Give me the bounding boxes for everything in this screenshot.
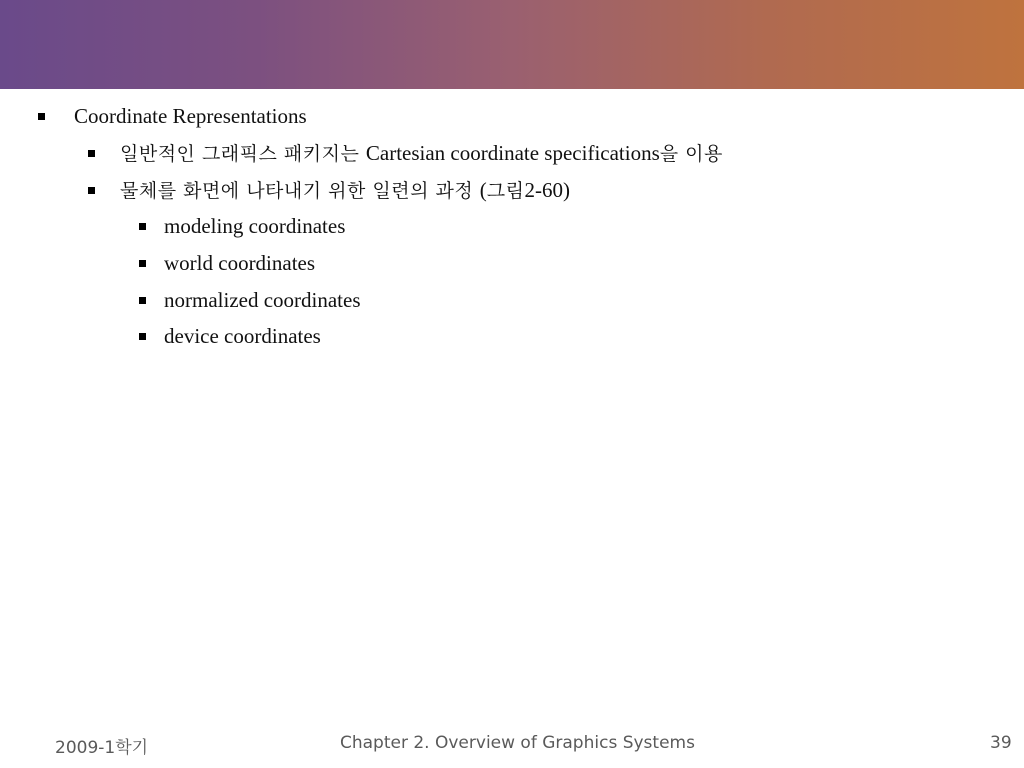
bullet-text-segment: 그림 <box>486 180 525 202</box>
bullet-item <box>139 251 315 275</box>
bullet-text <box>164 288 361 312</box>
footer-term-label: 2009-1학기 <box>55 738 149 758</box>
bullet-text-segment: 물체를 화면에 나타내기 위한 일련의 과정 <box>120 180 480 202</box>
header-band <box>0 0 1024 89</box>
bullet-item <box>139 324 321 348</box>
bullet-text-segment: modeling coordinates <box>164 214 346 238</box>
bullet-text <box>164 251 315 275</box>
square-bullet-icon <box>38 113 45 120</box>
bullet-text-segment: 을 이용 <box>659 143 723 165</box>
bullet-text <box>120 141 723 166</box>
square-bullet-icon <box>139 333 146 340</box>
bullet-item <box>88 178 570 203</box>
square-bullet-icon <box>139 297 146 304</box>
bullet-item <box>139 288 361 312</box>
bullet-text-segment: normalized coordinates <box>164 288 361 312</box>
bullet-item <box>139 214 345 238</box>
square-bullet-icon <box>139 223 146 230</box>
bullet-text <box>164 214 345 238</box>
bullet-text-segment: 일반적인 그래픽스 패키지는 <box>120 143 366 165</box>
bullet-item <box>88 141 723 166</box>
bullet-text-segment: ( <box>479 178 487 202</box>
bullet-text <box>120 178 570 203</box>
square-bullet-icon <box>139 260 146 267</box>
bullet-text-segment: world coordinates <box>164 251 316 275</box>
bullet-text-segment: 2-60) <box>524 178 570 202</box>
page-number: 39 <box>990 733 1012 753</box>
bullet-text-segment: Coordinate Representations <box>74 104 307 128</box>
bullet-item <box>38 104 307 128</box>
square-bullet-icon <box>88 187 95 194</box>
bullet-text <box>164 324 321 348</box>
square-bullet-icon <box>88 150 95 157</box>
footer-chapter-title: Chapter 2. Overview of Graphics Systems <box>340 733 695 753</box>
bullet-text <box>74 104 307 128</box>
bullet-text-segment: Cartesian coordinate specifications <box>365 141 660 165</box>
bullet-text-segment: device coordinates <box>164 324 321 348</box>
